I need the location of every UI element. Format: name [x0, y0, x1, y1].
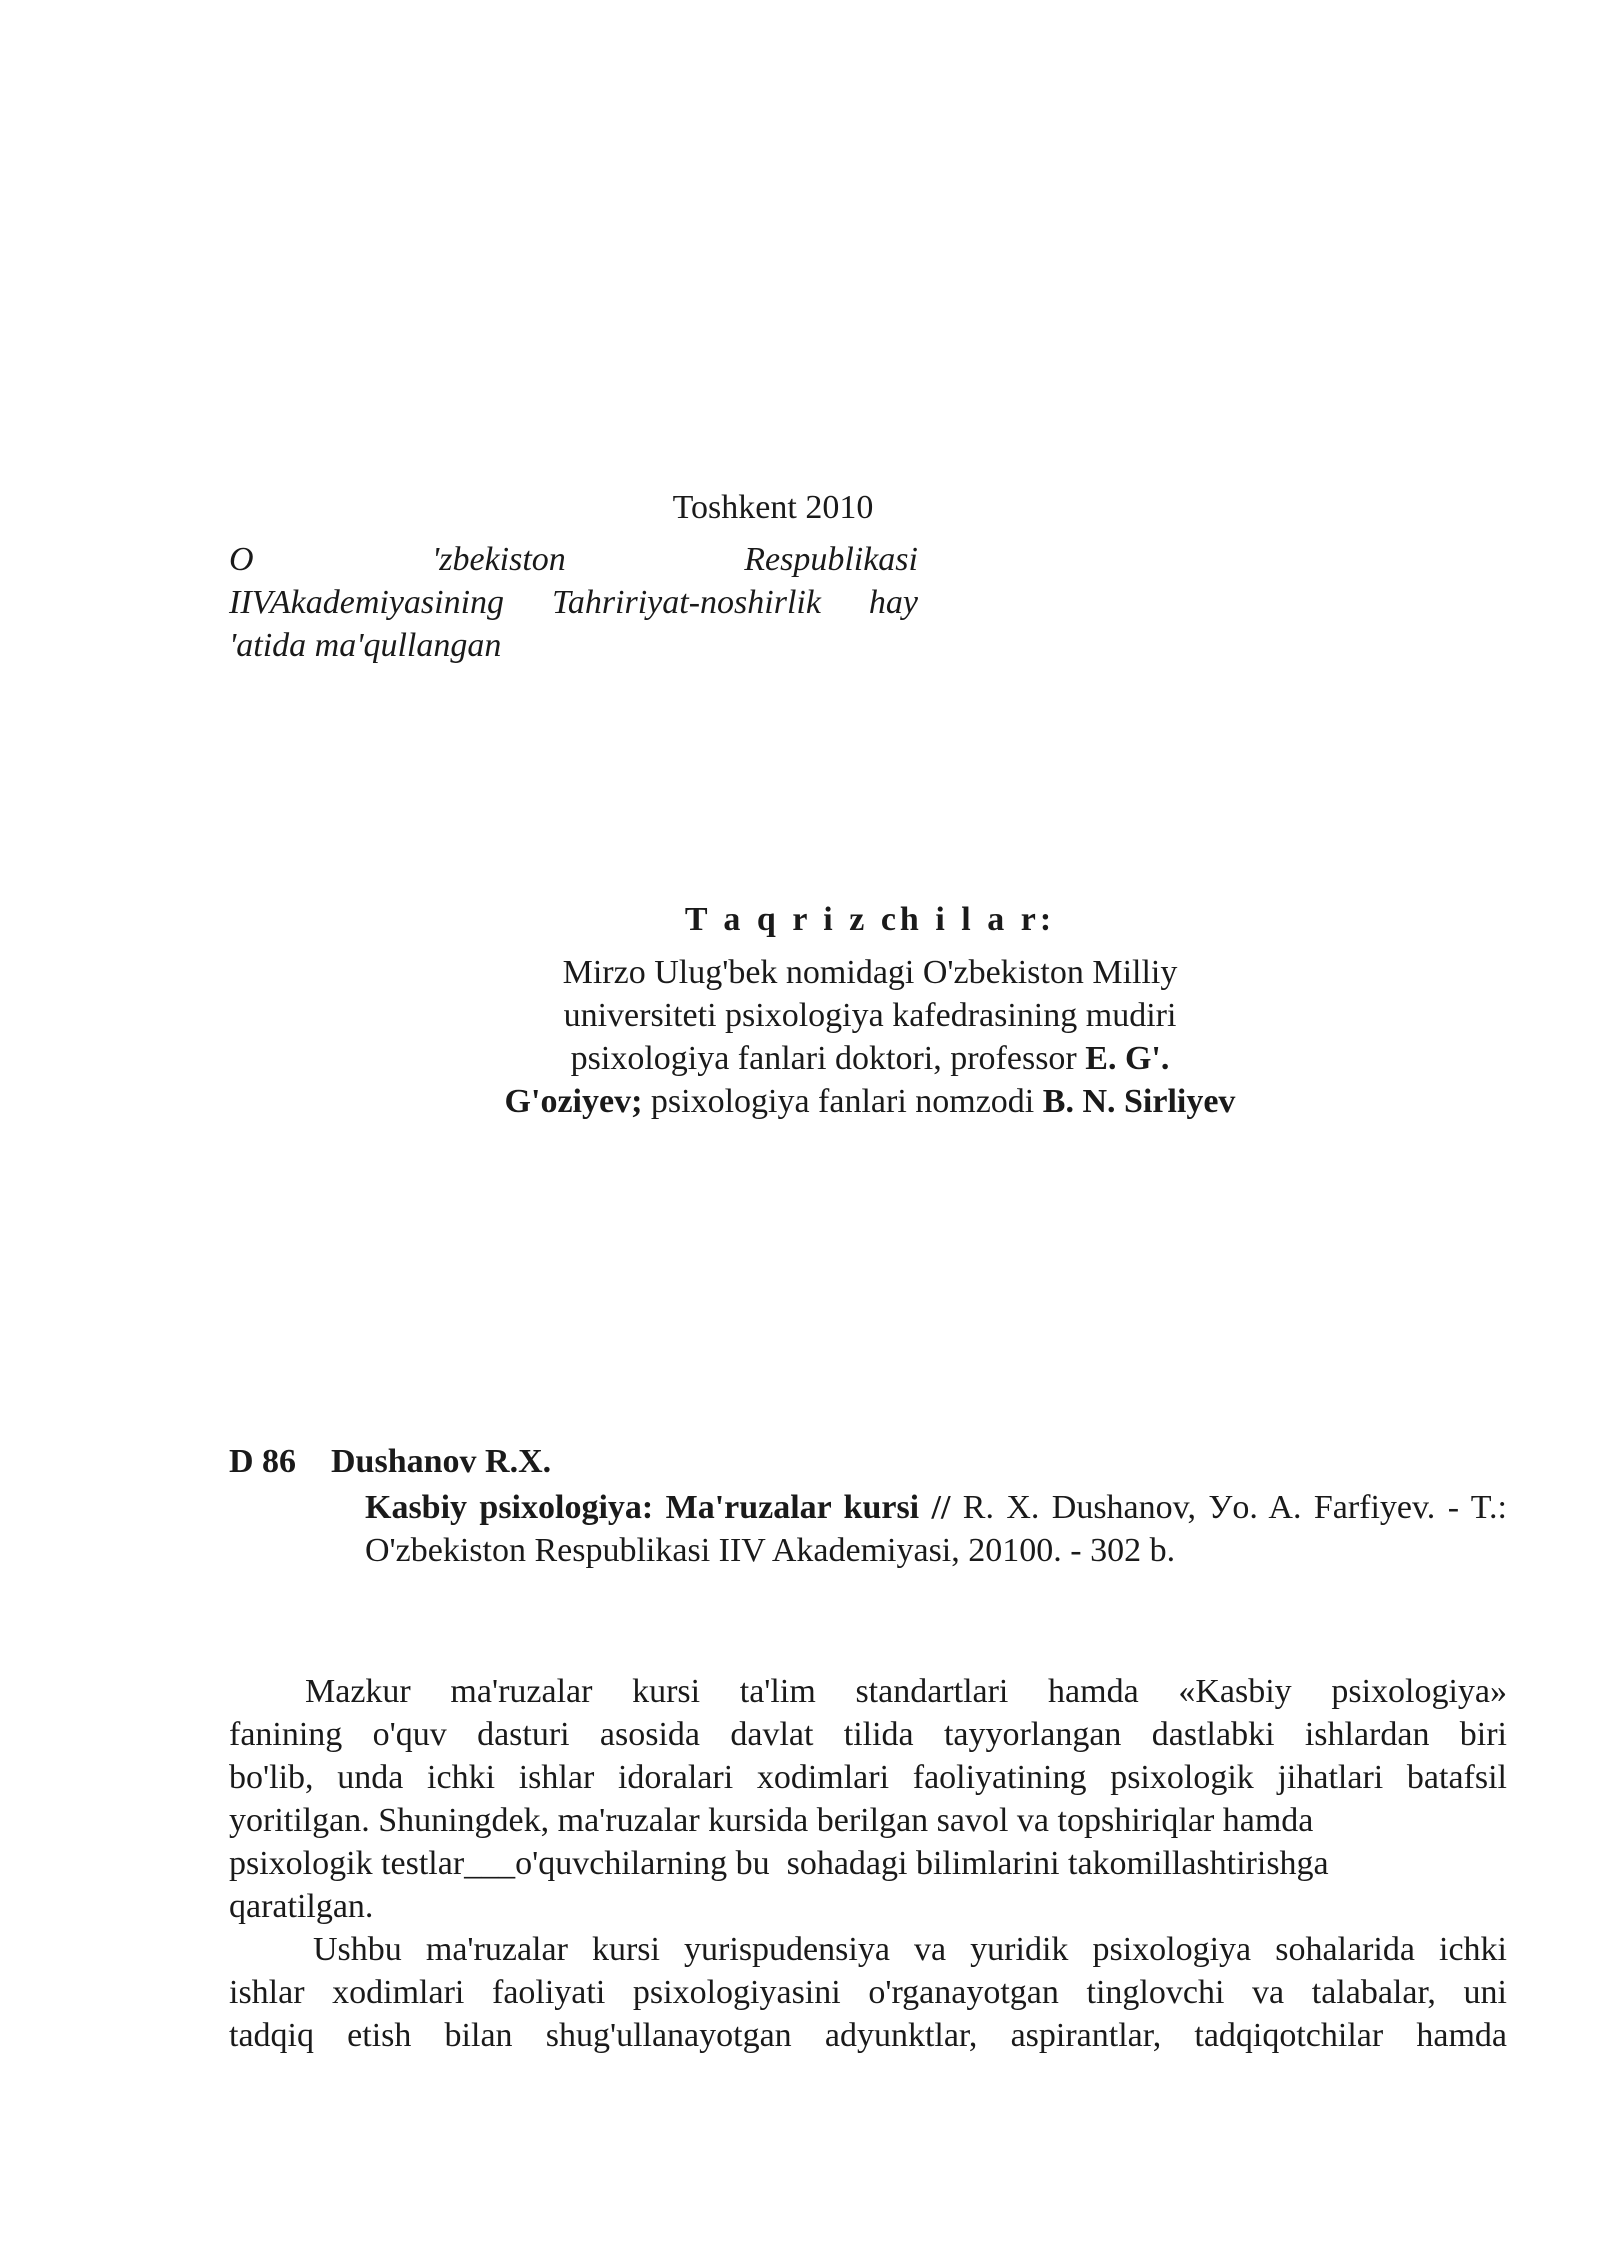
reviewers-heading: T a q r i z ch i l a r: — [684, 901, 1056, 938]
reviewers-text-a: Mirzo Ulug'bek nomidagi O'zbekiston Milliy universiteti psixologiya kafedrasining mudiri psixologiya fanlari doktori, professor — [562, 954, 1178, 1077]
approval-line-3: 'atida ma'qullangan — [229, 627, 502, 664]
abstract-line: tadqiq etish bilan shug'ullanayotgan adyunktlar, aspirantlar, tadqiqotchilar hamda — [229, 2017, 1507, 2054]
catalog-code-line — [229, 1440, 1507, 1483]
abstract — [229, 1670, 1507, 2057]
reviewer-name-1: E. G'. G'oziyev; — [504, 1040, 1170, 1120]
reviewers-text-b: psixologiya fanlari nomzodi — [642, 1083, 1043, 1120]
abstract-line: ishlar xodimlari faoliyati psixologiyasini o'rganayotgan tinglovchi va talabalar, uni — [229, 1974, 1507, 2011]
abstract-line: bo'lib, unda ichki ishlar idoralari xodimlari faoliyatining psixologik jihatlari batafsil — [229, 1759, 1507, 1796]
catalog-title: Kasbiy psixologiya: Ma'ruzalar kursi — [365, 1489, 920, 1526]
approval-line-1: O 'zbekiston Respublikasi — [229, 541, 918, 578]
abstract-paragraph-2 — [229, 1928, 1507, 2057]
approval-line-2: IIVAkademiyasining Tahririyat-noshirlik hay — [229, 584, 918, 621]
reviewer-name-2: B. N. Sirliyev — [1042, 1083, 1236, 1120]
catalog-author: Dushanov R.X. — [331, 1443, 552, 1480]
catalog-separator: // — [919, 1489, 963, 1526]
city-year: Toshkent 2010 — [672, 489, 874, 526]
catalog-description — [365, 1486, 1507, 1572]
abstract-paragraph-1 — [229, 1670, 1507, 1928]
abstract-line: Mazkur ma'ruzalar kursi ta'lim standartlari hamda «Kasbiy psixologiya» — [305, 1673, 1507, 1710]
approval-note — [229, 538, 918, 667]
abstract-line: fanining o'quv dasturi asosida davlat tilida tayyorlangan dastlabki ishlardan biri — [229, 1716, 1507, 1753]
abstract-line: Ushbu ma'ruzalar kursi yurispudensiya va yuridik psixologiya sohalarida ichki — [313, 1931, 1507, 1968]
catalog-details: R. X. Dushanov, Уo. A. Farfiyev. - T.: O'zbekiston Respublikasi IIV Akademiyasi, 20100. - 302 b. — [365, 1489, 1507, 1569]
abstract-line: psixologik testlar___o'quvchilarning bu sohadagi bilimlarini takomillashtirishga — [229, 1845, 1329, 1882]
reviewers-block — [500, 898, 1240, 1123]
abstract-line: yoritilgan. Shuningdek, ma'ruzalar kursida berilgan savol va topshiriqlar hamda — [229, 1802, 1314, 1839]
reviewers-text — [500, 951, 1240, 1123]
abstract-line: qaratilgan. — [229, 1888, 374, 1925]
catalog-code: D 86 — [229, 1443, 297, 1480]
catalog-entry — [229, 1440, 1507, 1572]
